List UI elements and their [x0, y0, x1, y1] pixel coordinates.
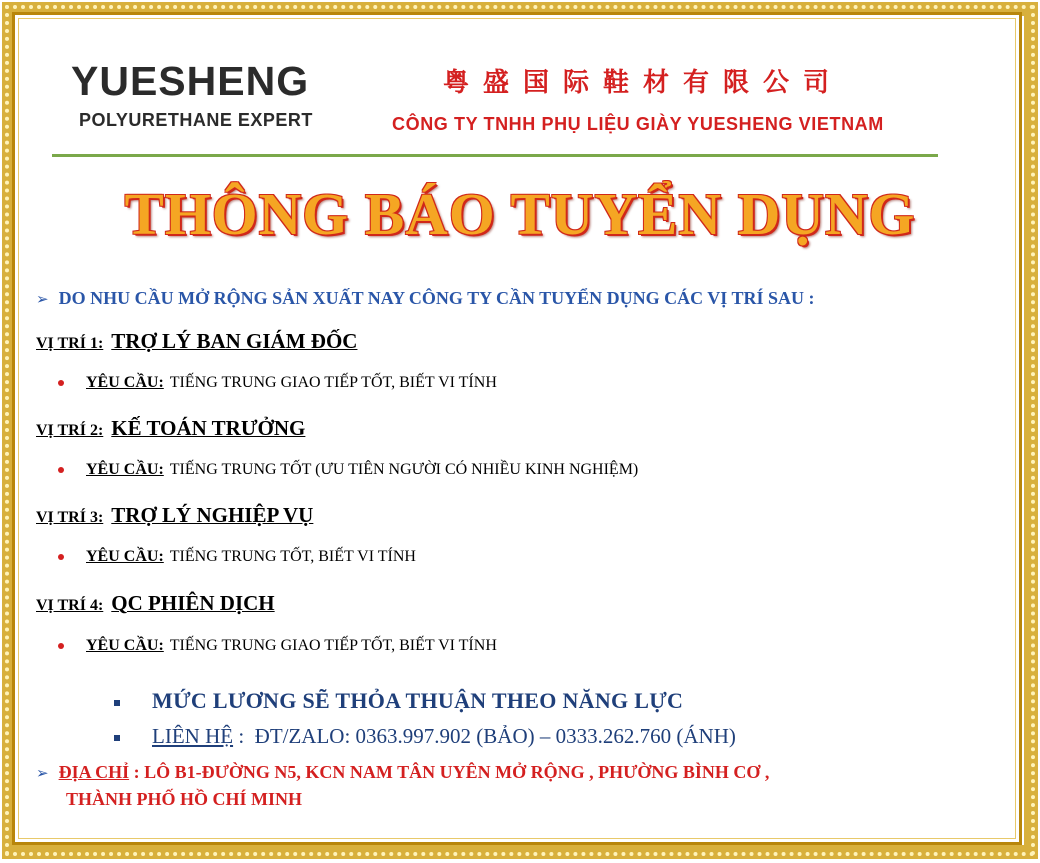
- position-name: TRỢ LÝ NGHIỆP VỤ: [111, 503, 314, 527]
- address-line-1: [36, 762, 769, 783]
- position-label: VỊ TRÍ 1:: [36, 335, 104, 352]
- company-name-chinese: 粤盛国际鞋材有限公司: [443, 68, 844, 98]
- arrow-bullet-icon: ➢: [36, 764, 49, 782]
- address-label: ĐỊA CHỈ: [58, 762, 130, 782]
- square-bullet-icon: [114, 735, 120, 741]
- position-1-heading: [36, 329, 357, 354]
- salary-note: [114, 688, 683, 714]
- bullet-dot-icon: [58, 554, 64, 560]
- intro-text: DO NHU CẦU MỞ RỘNG SẢN XUẤT NAY CÔNG TY CẦN TUYỂN DỤNG CÁC VỊ TRÍ SAU :: [58, 288, 815, 308]
- arrow-bullet-icon: ➢: [36, 290, 49, 308]
- logo-wordmark: YUESHENG: [71, 58, 310, 104]
- contact-line: [114, 724, 736, 749]
- intro-line: [36, 288, 814, 309]
- requirement-text: TIẾNG TRUNG TỐT, BIẾT VI TÍNH: [169, 548, 416, 565]
- position-label: VỊ TRÍ 4:: [36, 597, 104, 614]
- contact-label: LIÊN HỆ: [152, 724, 234, 748]
- contact-separator: :: [233, 724, 245, 748]
- position-1-requirement: [58, 374, 497, 392]
- position-2-requirement: [58, 461, 638, 479]
- position-name: QC PHIÊN DỊCH: [111, 591, 275, 615]
- position-3-heading: [36, 503, 313, 528]
- square-bullet-icon: [114, 700, 120, 706]
- requirement-text: TIẾNG TRUNG GIAO TIẾP TỐT, BIẾT VI TÍNH: [169, 374, 497, 391]
- requirement-label: YÊU CẦU:: [86, 548, 164, 565]
- bullet-dot-icon: [58, 467, 64, 473]
- company-name-vietnamese: CÔNG TY TNHH PHỤ LIỆU GIÀY YUESHENG VIETNAM: [392, 114, 884, 134]
- page-title: THÔNG BÁO TUYỂN DỤNG: [124, 181, 916, 247]
- requirement-text: TIẾNG TRUNG GIAO TIẾP TỐT, BIẾT VI TÍNH: [169, 637, 497, 654]
- position-2-heading: [36, 416, 305, 441]
- requirement-label: YÊU CẦU:: [86, 374, 164, 391]
- address-line-2: THÀNH PHỐ HỒ CHÍ MINH: [66, 789, 303, 809]
- requirement-text: TIẾNG TRUNG TỐT (ƯU TIÊN NGƯỜI CÓ NHIỀU KINH NGHIỆM): [169, 461, 639, 478]
- bullet-dot-icon: [58, 380, 64, 386]
- salary-text: MỨC LƯƠNG SẼ THỎA THUẬN THEO NĂNG LỰC: [152, 688, 684, 713]
- position-label: VỊ TRÍ 3:: [36, 509, 104, 526]
- bullet-dot-icon: [58, 643, 64, 649]
- requirement-label: YÊU CẦU:: [86, 461, 164, 478]
- position-4-requirement: [58, 637, 497, 655]
- logo-tagline: POLYURETHANE EXPERT: [79, 110, 313, 130]
- position-4-heading: [36, 591, 275, 616]
- position-3-requirement: [58, 548, 416, 566]
- position-label: VỊ TRÍ 2:: [36, 422, 104, 439]
- header-divider: [52, 154, 938, 157]
- requirement-label: YÊU CẦU:: [86, 637, 164, 654]
- position-name: KẾ TOÁN TRƯỞNG: [111, 416, 306, 440]
- position-name: TRỢ LÝ BAN GIÁM ĐỐC: [111, 329, 358, 353]
- address-text: : LÔ B1-ĐƯỜNG N5, KCN NAM TÂN UYÊN MỞ RỘNG , PHƯỜNG BÌNH CƠ ,: [129, 762, 770, 782]
- contact-phone-text: ĐT/ZALO: 0363.997.902 (BẢO) – 0333.262.760 (ÁNH): [254, 724, 736, 748]
